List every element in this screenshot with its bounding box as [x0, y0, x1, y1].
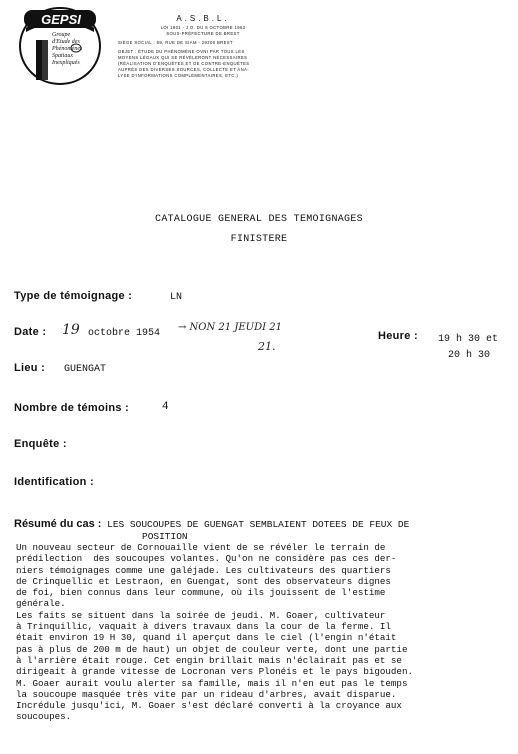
body-line: Un nouveau secteur de Cornouaille vient de se révéler le terrain de — [16, 542, 386, 553]
logo-subtitle-line: Spatiaux — [52, 53, 73, 59]
logo-subtitle-line: Phénomènes — [52, 46, 83, 52]
document-title: CATALOGUE GENERAL DES TEMOIGNAGES — [155, 214, 363, 225]
gepsi-logo — [18, 6, 102, 86]
law-line: LOI 1901 - J.O. DU 8 OCTOBRE 1963 — [160, 25, 246, 30]
resume-title-cont: POSITION — [142, 531, 188, 542]
body-line: à Trinquillic, vaquait à divers travaux dans la cour de la ferme. Il — [16, 621, 391, 633]
logo-title: GEPSI — [41, 12, 81, 27]
body-line: pas à plus de 200 m de haut) un objet de couleur verte, dont une partie — [16, 643, 408, 655]
body-line: dirigeait à grande vitesse de Locronan vers Plonéis et le pays bigouden. — [16, 666, 413, 678]
date-label: Date : — [14, 326, 47, 338]
body-line: M. Goaer aurait voulu alerter sa famille, mais il n'en eut pas le temps — [16, 677, 408, 689]
resume-body — [16, 542, 508, 723]
body-line: soucoupes. — [16, 711, 72, 723]
temoins-label: Nombre de témoins : — [14, 402, 130, 414]
resume-title: LES SOUCOUPES DE GUENGAT SEMBLAIENT DOTEES DE FEUX DE — [107, 519, 410, 530]
prefecture-line: SOUS-PRÉFECTURE DE BREST — [166, 31, 240, 36]
object-line: AUPRÈS DES DIVERSES SOURCES, COLLECTE ET ANA- — [118, 67, 250, 72]
date-day-handwritten: 19 — [62, 322, 80, 338]
date-value: octobre 1954 — [88, 328, 161, 339]
object-line: LYSE D'INFORMATIONS COMPLÉMENTAIRES, ETC.) — [118, 73, 239, 78]
letterhead-info — [118, 14, 288, 79]
body-line: était environ 19 H 30, quand il aperçut dans le ciel (l'engin n'était — [16, 632, 397, 644]
date-note-handwritten-2: 21. — [258, 340, 276, 353]
body-line: niers témoignages comme une galéjade. Les cultivateurs des quartiers — [16, 564, 391, 576]
resume-label: Résumé du cas : — [14, 518, 102, 530]
body-line: générale. — [16, 598, 66, 610]
document-subtitle: FINISTERE — [230, 234, 288, 245]
identification-label: Identification : — [14, 476, 94, 488]
date-note-handwritten: → NON 21 JEUDI 21 — [178, 322, 282, 333]
type-value: LN — [170, 292, 183, 303]
body-line: de foi, bien connus dans leur commune, où ils jouissent de l'estime — [16, 587, 386, 599]
lieu-value: GUENGAT — [64, 364, 107, 375]
object-line: OBJET : ÉTUDE DU PHÉNOMÈNE OVNI PAR TOUS LES — [118, 49, 245, 54]
type-label: Type de témoignage : — [14, 290, 133, 302]
temoins-value: 4 — [162, 401, 169, 413]
body-line: de Crinquellic et Lestraon, en Guengat, sont des observateurs dignes — [16, 575, 391, 587]
object-line: MOYENS LÉGAUX QUI SE RÉVÈLERONT NÉCESSAIRES — [118, 55, 248, 60]
logo-subtitle-line: d'Etude des — [52, 39, 80, 45]
logo-subtitle — [52, 32, 112, 67]
body-line: à l'arrière était rouge. Cet engin brillait mais n'éclairait pas et se — [16, 654, 402, 666]
enquete-label: Enquête : — [14, 438, 67, 450]
lieu-label: Lieu : — [14, 362, 46, 374]
body-line: la soucoupe masquée très vite par un rideau d'arbres, avait disparue. — [16, 688, 397, 700]
logo-subtitle-line: Groupe — [52, 32, 71, 38]
heure-value-2: 20 h 30 — [448, 350, 491, 361]
seat-line: SIÈGE SOCIAL : 69, RUE DE SIAM - 29200 BREST — [118, 40, 233, 45]
body-line: Les faits se situent dans la soirée de jeudi. M. Goaer, cultivateur — [16, 609, 386, 621]
resume-header — [14, 518, 504, 543]
org-form: A.S.B.L. — [176, 14, 230, 23]
heure-value-1: 19 h 30 et — [438, 334, 499, 345]
object-line: (RÉALISATION D'ENQUÊTES ET DE CONTRE-ENQUÊTES — [118, 61, 250, 66]
body-line: prédilection des soucoupes volantes. Qu'on ne considère pas ces der- — [16, 553, 397, 565]
body-line: Incrédule jusqu'ici, M. Goaer s'est déclaré converti à la croyance aux — [16, 700, 402, 712]
heure-label: Heure : — [378, 330, 418, 342]
logo-subtitle-line: Inexpliqués — [52, 60, 80, 66]
